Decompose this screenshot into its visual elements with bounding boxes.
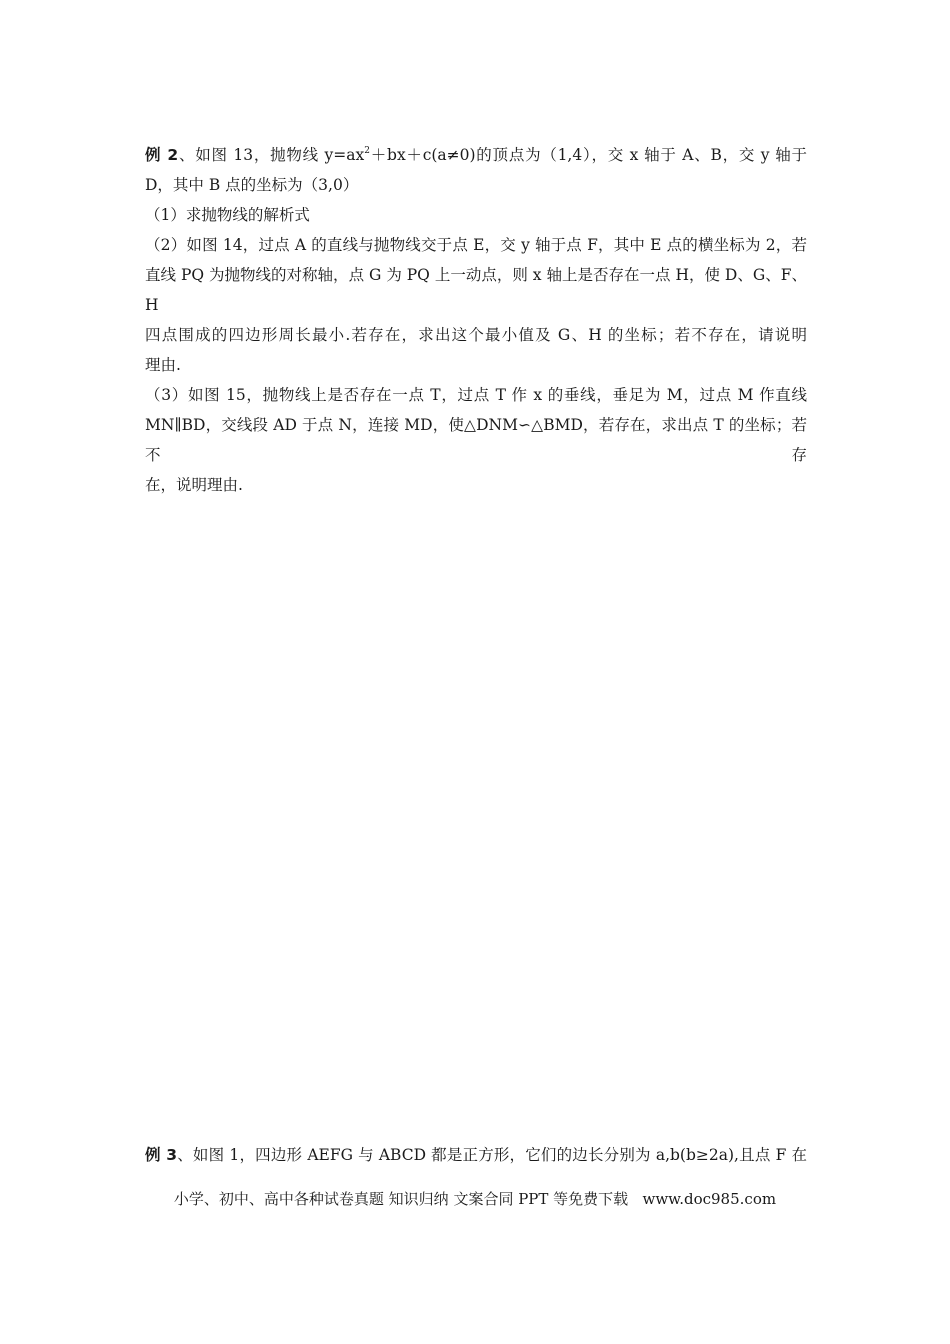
example-2-part-2-line-4: 理由. <box>145 356 181 374</box>
example-2-part-1: （1）求抛物线的解析式 <box>145 206 310 224</box>
example-2-part-3-line-2: MN∥BD，交线段 AD 于点 N，连接 MD，使△DNM∽△BMD，若存在，求出点 T 的坐标；若不存 <box>145 416 807 464</box>
example-3 <box>145 1140 807 1170</box>
example-2 <box>145 140 807 500</box>
example-2-part-2-line-1: （2）如图 14，过点 A 的直线与抛物线交于点 E，交 y 轴于点 F，其中 E 点的横坐标为 2，若 <box>145 236 807 254</box>
example-2-part-2-line-3: 四点围成的四边形周长最小.若存在，求出这个最小值及 G、H 的坐标；若不存在，请说明 <box>145 326 807 344</box>
example-2-part-3-line-1: （3）如图 15，抛物线上是否存在一点 T，过点 T 作 x 的垂线，垂足为 M，过点 M 作直线 <box>145 386 807 404</box>
exponent: 2 <box>364 146 371 156</box>
example-3-line-1: 例 3、如图 1，四边形 AEFG 与 ABCD 都是正方形，它们的边长分别为 a,b(b≥2a),且点 F 在 <box>145 1146 807 1164</box>
example-2-part-2-line-2: 直线 PQ 为抛物线的对称轴，点 G 为 PQ 上一动点，则 x 轴上是否存在一点 H，使 D、G、F、H <box>145 266 807 314</box>
example-2-line-2: D，其中 B 点的坐标为（3,0） <box>145 176 359 194</box>
example-2-line-1: 例 2、如图 13，抛物线 $y=ax^2+bx+c(a\ne 0)$的顶点为（1,4），交 x 轴于 A、B，交 y 轴于 <box>145 146 807 164</box>
example-3-label: 例 3 <box>145 1146 178 1164</box>
example-2-label: 例 2 <box>145 146 179 164</box>
example-2-part-3-line-3: 在，说明理由. <box>145 476 243 494</box>
page-footer: 小学、初中、高中各种试卷真题 知识归纳 文案合同 PPT 等免费下载 www.doc985.com <box>173 1190 777 1208</box>
